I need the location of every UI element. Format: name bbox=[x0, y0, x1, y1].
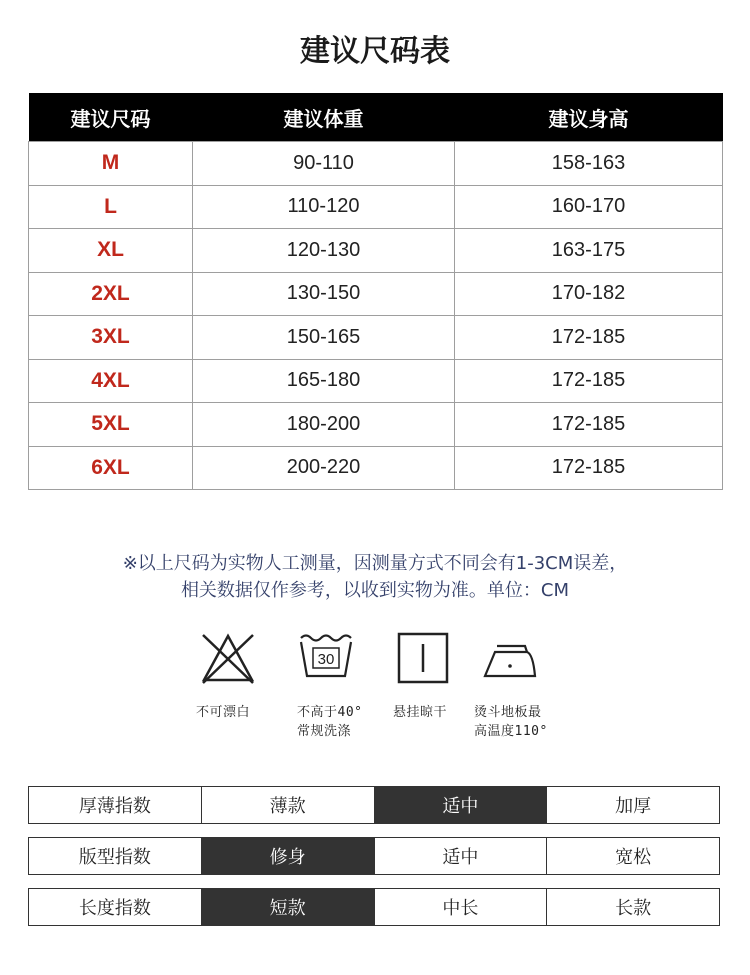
length-index-row bbox=[28, 888, 720, 926]
table-row bbox=[29, 229, 723, 273]
weight-cell: 200-220 bbox=[193, 446, 455, 490]
height-cell: 172-185 bbox=[455, 403, 723, 447]
index-label: 长度指数 bbox=[78, 898, 151, 919]
column-header-size: 建议尺码 bbox=[29, 93, 193, 142]
index-option-selected: 短款 bbox=[201, 889, 374, 925]
index-option-selected: 修身 bbox=[201, 838, 374, 874]
index-option: 加厚 bbox=[546, 787, 719, 823]
size-cell: 2XL bbox=[29, 272, 193, 316]
wash-label-line1: 不高于40° bbox=[297, 705, 363, 720]
page-title: 建议尺码表 bbox=[300, 34, 450, 69]
table-row bbox=[29, 446, 723, 490]
fit-index-row bbox=[28, 837, 720, 875]
table-header-row bbox=[29, 93, 723, 142]
index-option: 薄款 bbox=[201, 787, 374, 823]
weight-cell: 120-130 bbox=[193, 229, 455, 273]
size-chart-table bbox=[28, 93, 723, 490]
table-row bbox=[29, 142, 723, 186]
size-cell: XL bbox=[29, 229, 193, 273]
iron-label-line2: 高温度110° bbox=[474, 724, 548, 739]
hang-dry-icon bbox=[397, 632, 449, 684]
table-row bbox=[29, 272, 723, 316]
height-cell: 163-175 bbox=[455, 229, 723, 273]
thickness-index-row bbox=[28, 786, 720, 824]
table-row bbox=[29, 403, 723, 447]
size-cell: 4XL bbox=[29, 359, 193, 403]
iron-icon bbox=[483, 640, 537, 680]
size-cell: 5XL bbox=[29, 403, 193, 447]
wash-tub-icon bbox=[298, 632, 354, 682]
index-option: 适中 bbox=[374, 838, 547, 874]
index-label: 厚薄指数 bbox=[78, 796, 151, 817]
weight-cell: 110-120 bbox=[193, 185, 455, 229]
size-cell: 3XL bbox=[29, 316, 193, 360]
no-bleach-icon bbox=[200, 632, 256, 686]
weight-cell: 165-180 bbox=[193, 359, 455, 403]
column-header-height: 建议身高 bbox=[455, 93, 723, 142]
size-cell: 6XL bbox=[29, 446, 193, 490]
table-row bbox=[29, 185, 723, 229]
weight-cell: 180-200 bbox=[193, 403, 455, 447]
index-label: 版型指数 bbox=[78, 847, 151, 868]
wash-label-line2: 常规洗涤 bbox=[297, 724, 352, 739]
column-header-weight: 建议体重 bbox=[193, 93, 455, 142]
weight-cell: 90-110 bbox=[193, 142, 455, 186]
height-cell: 172-185 bbox=[455, 446, 723, 490]
hang-dry-label: 悬挂晾干 bbox=[393, 705, 448, 720]
height-cell: 172-185 bbox=[455, 359, 723, 403]
height-cell: 172-185 bbox=[455, 316, 723, 360]
table-row bbox=[29, 316, 723, 360]
height-cell: 170-182 bbox=[455, 272, 723, 316]
no-bleach-label: 不可漂白 bbox=[196, 705, 251, 720]
measurement-note-line2: 相关数据仅作参考，以收到实物为准。单位：CM bbox=[180, 580, 570, 601]
index-option-selected: 适中 bbox=[374, 787, 547, 823]
wash-temp-label: 30 bbox=[317, 651, 335, 668]
height-cell: 158-163 bbox=[455, 142, 723, 186]
size-cell: M bbox=[29, 142, 193, 186]
index-option: 中长 bbox=[374, 889, 547, 925]
index-option: 宽松 bbox=[546, 838, 719, 874]
size-cell: L bbox=[29, 185, 193, 229]
measurement-note-line1: ※以上尺码为实物人工测量，因测量方式不同会有1-3CM误差， bbox=[122, 553, 628, 574]
iron-label-line1: 烫斗地板最 bbox=[474, 705, 542, 720]
table-row bbox=[29, 359, 723, 403]
weight-cell: 130-150 bbox=[193, 272, 455, 316]
index-option: 长款 bbox=[546, 889, 719, 925]
weight-cell: 150-165 bbox=[193, 316, 455, 360]
height-cell: 160-170 bbox=[455, 185, 723, 229]
